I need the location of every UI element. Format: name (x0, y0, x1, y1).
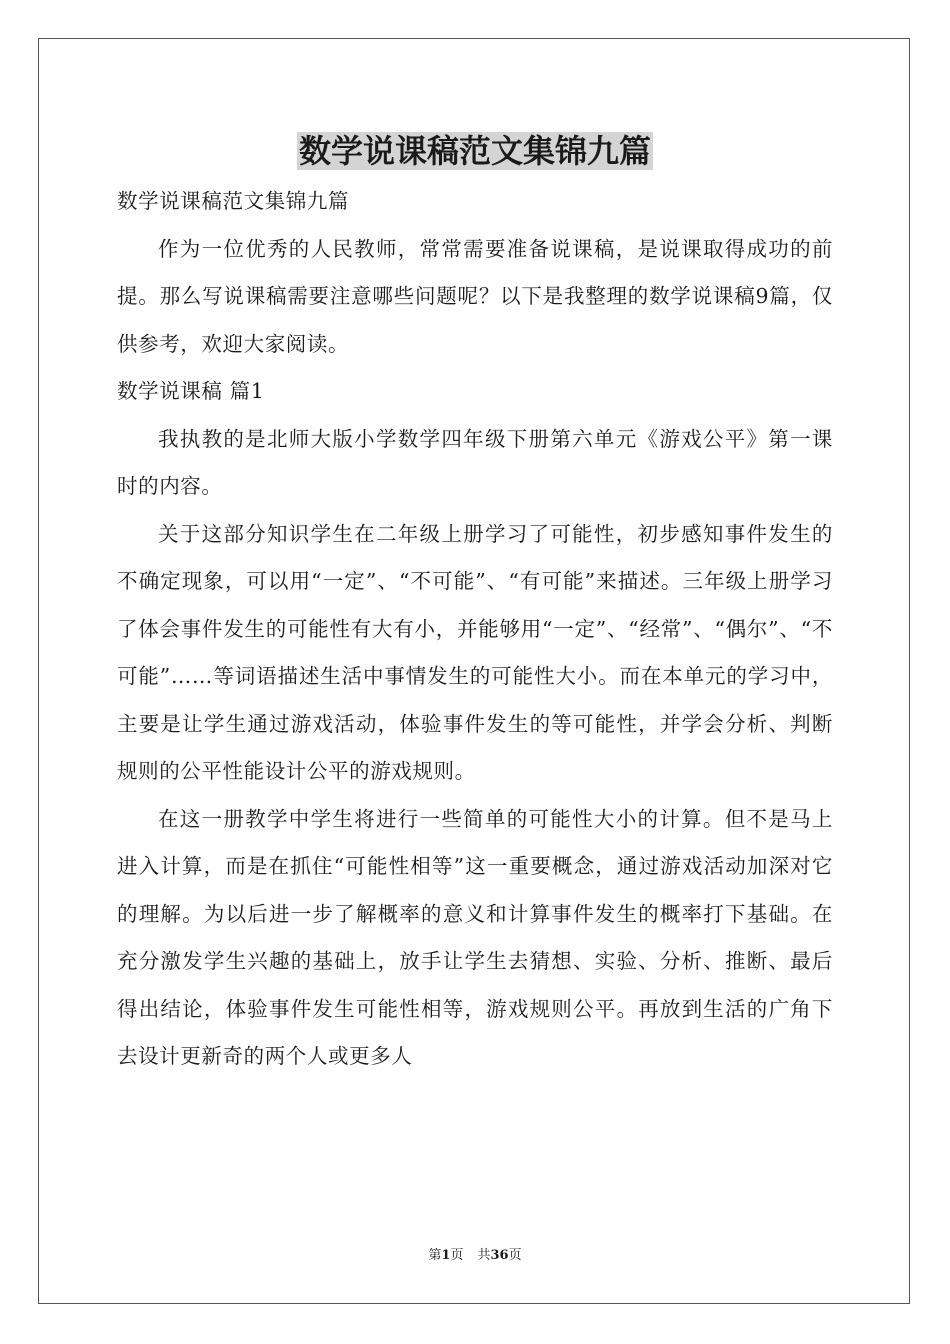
section-heading: 数学说课稿 篇1 (117, 379, 265, 403)
intro-paragraph: 作为一位优秀的人民教师，常常需要准备说课稿，是说课取得成功的前提。那么写说课稿需要注意哪些问题呢？以下是我整理的数学说课稿9篇，仅供参考，欢迎大家阅读。 (117, 236, 833, 356)
body-paragraph: 关于这部分知识学生在二年级上册学习了可能性，初步感知事件发生的不确定现象，可以用“一定”、“不可能”、“有可能”来描述。三年级上册学习了体会事件发生的可能性有大有小，并能够用“一定”、“经常”、“偶尔”、“不可能”……等词语描述生活中事情发生的可能性大小。而在本单元的学习中，主要是让学生通过游戏活动，体验事件发生的等可能性，并学会分析、判断规则的公平性能设计公平的游戏规则。 (117, 521, 833, 783)
page-footer (0, 1247, 950, 1265)
page-total: 36 (490, 1248, 509, 1263)
page-current: 1 (441, 1248, 451, 1263)
subtitle-paragraph: 数学说课稿范文集锦九篇 (117, 189, 350, 213)
page-prefix: 第 (428, 1248, 442, 1263)
body-paragraph: 我执教的是北师大版小学数学四年级下册第六单元《游戏公平》第一课时的内容。 (117, 426, 833, 498)
document-body (117, 178, 833, 1081)
total-prefix: 共 (477, 1248, 491, 1263)
total-suffix: 页 (508, 1248, 522, 1263)
body-paragraph: 在这一册教学中学生将进行一些简单的可能性大小的计算。但不是马上进入计算，而是在抓住“可能性相等”这一重要概念，通过游戏活动加深对它的理解。为以后进一步了解概率的意义和计算事件发生的概率打下基础。在充分激发学生兴趣的基础上，放手让学生去猜想、实验、分析、推断、最后得出结论，体验事件发生可能性相等，游戏规则公平。再放到生活的广角下去设计更新奇的两个人或更多人 (117, 806, 833, 1068)
document-title (0, 128, 950, 174)
page-mid: 页 (450, 1248, 464, 1263)
document-title-text: 数学说课稿范文集锦九篇 (298, 132, 651, 170)
